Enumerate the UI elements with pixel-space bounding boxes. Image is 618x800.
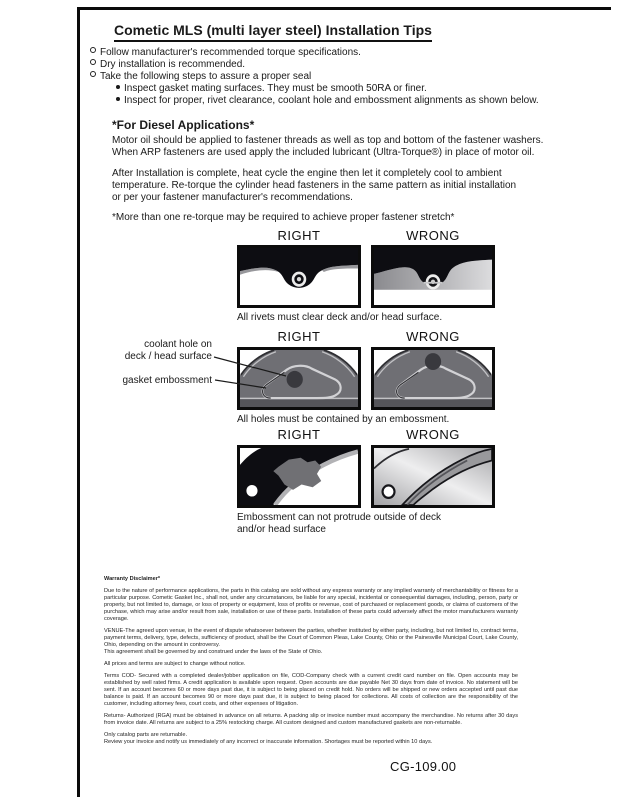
page-number: CG-109.00 (390, 759, 457, 774)
open-bullet-icon (90, 71, 96, 77)
tip-bullet: Take the following steps to assure a proper seal (90, 71, 311, 83)
diagram-caption: Embossment can not protrude outside of deck (237, 512, 442, 523)
diagram-embossment-wrong (371, 445, 495, 508)
page-title: Cometic MLS (multi layer steel) Installation Tips (114, 22, 432, 42)
diesel-paragraph-line: After Installation is complete, heat cycle the engine then let it completely cool to ambient (112, 168, 502, 179)
callout-gasket-embossment: gasket embossment (122, 375, 212, 386)
disclaimer-paragraph: Due to the nature of performance applications, the parts in this catalog are sold without any express warranty or any implied warranty of merchantability or fitness for a particular purpose. Cometic Gasket Inc., shall not, under any circumstances, be liable for any special, incidental or consequential damages, including, person, party or property, but not limited to, damage, or loss of property or equipment, loss of profits or revenue, cost of purchased or replacement goods, or claims of customers of the purchase, which may arise and/or result from sale, installation or use of these parts. Installation of these parts could adversely affect the motor manufacturers warranty coverage. (104, 588, 518, 622)
retorque-note: *More than one re-torque may be required to achieve proper fastener stretch* (112, 212, 455, 223)
diesel-paragraph-line: or per your fastener manufacturer's recommendations. (112, 192, 353, 203)
tip-sub-bullet: Inspect gasket mating surfaces. They must be smooth 50RA or finer. (116, 83, 427, 95)
tip-bullet: Dry installation is recommended. (90, 59, 245, 71)
wrong-label: WRONG (406, 427, 460, 442)
wrong-label: WRONG (406, 228, 460, 243)
disclaimer-paragraph: Review your invoice and notify us immediately of any incorrect or inaccurate information. Shortages must be reported within 10 days. (104, 739, 433, 745)
tip-bullet: Follow manufacturer's recommended torque specifications. (90, 47, 361, 59)
filled-bullet-icon (116, 85, 120, 89)
open-bullet-icon (90, 59, 96, 65)
diagram-rivet-wrong (371, 245, 495, 308)
diagram-caption: All rivets must clear deck and/or head surface. (237, 312, 443, 323)
diagram-embossment-right (237, 445, 361, 508)
disclaimer-paragraph: Only catalog parts are returnable. (104, 732, 188, 738)
disclaimer-paragraph: Returns- Authorized (RGA) must be obtained in advance on all returns. A packing slip or invoice number must accompany the merchandise. No returns after 30 days from invoice date. All returns are subject to a 25% restocking charge. All custom designed and custom manufactured gaskets are non-returnable. (104, 713, 518, 726)
open-bullet-icon (90, 47, 96, 53)
warranty-disclaimer (104, 576, 518, 751)
tip-sub-bullet: Inspect for proper, rivet clearance, coolant hole and embossment alignments as shown below. (116, 95, 539, 107)
right-label: RIGHT (277, 329, 321, 344)
wrong-label: WRONG (406, 329, 460, 344)
callout-coolant-hole: deck / head surface (124, 351, 212, 362)
diagram-caption: and/or head surface (237, 524, 326, 535)
diesel-paragraph-line: temperature. Re-torque the cylinder head fasteners in the same pattern as initial installation (112, 180, 517, 191)
diesel-heading: *For Diesel Applications* (112, 118, 255, 132)
diagram-rivet-right (237, 245, 361, 308)
disclaimer-heading: Warranty Disclaimer* (104, 576, 161, 582)
disclaimer-paragraph: VENUE-The agreed upon venue, in the event of dispute whatsoever between the parties, whether instituted by either party, including, but not limited to, contract terms, payment terms, delivery, type, defects, sufficiency of product, shall be the Court of Common Pleas, Lake County, Ohio or the Painesville Municipal Court, Lake County, Ohio, depending on the amount in controversy. (104, 628, 518, 648)
diagram-caption: All holes must be contained by an embossment. (237, 414, 450, 425)
right-label: RIGHT (277, 427, 321, 442)
diesel-paragraph-line: When ARP fasteners are used apply the included lubricant (Ultra-Torque®) in place of motor oil. (112, 147, 535, 158)
diesel-paragraph-line: Motor oil should be applied to fastener threads as well as top and bottom of the fastener washers. (112, 135, 544, 146)
top-border-rule (77, 7, 611, 10)
disclaimer-paragraph: Terms COD- Secured with a completed dealer/jobber application on file, COD-Company check with a current credit card number on file. Open accounts may be established by well rated firms. A credit application is available upon request. Open accounts are due payable Net 30 days from date of invoice. No statement will be sent. If an account becomes 60 or more days past due, it is subject to being placed on credit hold. No orders will be shipped or new orders accepted until past due balance is paid. If an account becomes 90 or more days past due, it is subject to being placed for collections. All costs of collection are the responsibility of the customer, including attorney fees, court costs, and other expenses of litigation. (104, 673, 518, 707)
callout-leader-lines (120, 330, 380, 420)
filled-bullet-icon (116, 97, 120, 101)
right-label: RIGHT (277, 228, 321, 243)
disclaimer-paragraph: This agreement shall be governed by and construed under the laws of the State of Ohio. (104, 649, 323, 655)
diagram-hole-wrong (371, 347, 495, 410)
disclaimer-paragraph: All prices and terms are subject to change without notice. (104, 661, 246, 667)
callout-coolant-hole: coolant hole on (144, 339, 212, 350)
left-border-rule (77, 7, 80, 797)
